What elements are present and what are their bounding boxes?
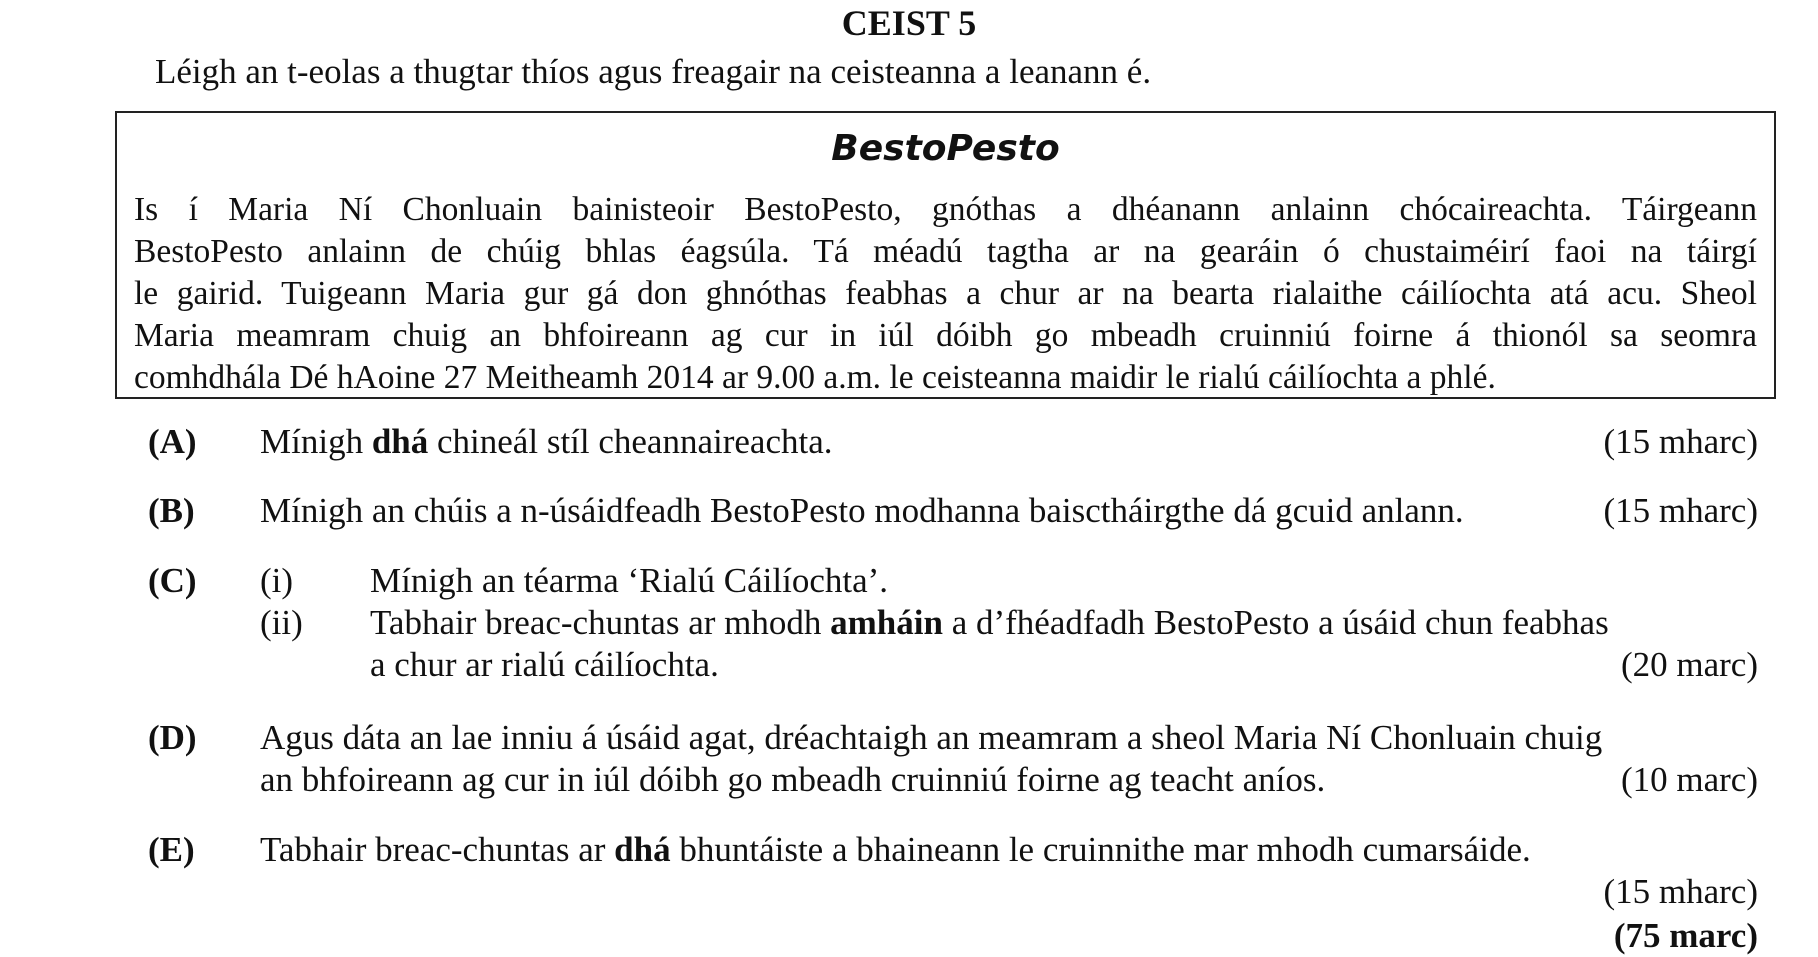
emphasis: amháin	[830, 603, 943, 642]
marks: (15 mharc)	[1603, 422, 1758, 461]
case-study-text	[134, 189, 1757, 399]
emphasis: dhá	[614, 830, 671, 869]
case-study-line: Maria meamram chuig an bhfoireann ag cur in iúl dóibh go mbeadh cruinniú foirne á thionól sa seomra	[134, 317, 1757, 354]
sub-question-text: a chur ar rialú cáilíochta.	[370, 645, 719, 684]
question-c	[148, 560, 1758, 690]
question-text: Agus dáta an lae inniu á úsáid agat, dréachtaigh an meamram a sheol Maria Ní Chonluain chuig	[260, 718, 1603, 757]
marks: (15 mharc)	[1603, 872, 1758, 911]
case-study-line: le gairid. Tuigeann Maria gur gá don ghnóthas feabhas a chur ar na bearta rialaithe cáilíochta atá acu. Sheol	[134, 275, 1757, 312]
question-d	[148, 717, 1758, 801]
question-label: (C)	[148, 561, 197, 600]
sub-question-number: (i)	[260, 561, 294, 600]
sub-question-text	[370, 602, 1609, 644]
text-part: chineál stíl cheannaireachta.	[428, 422, 833, 461]
case-study-line: Is í Maria Ní Chonluain bainisteoir BestoPesto, gnóthas a dhéanann anlainn chócaireachta. Táirgeann	[134, 191, 1757, 228]
marks: (10 marc)	[1620, 760, 1758, 799]
text-part: bhuntáiste a bhaineann le cruinnithe mar mhodh cumarsáide.	[670, 830, 1531, 869]
marks: (20 marc)	[1620, 645, 1758, 684]
question-label: (D)	[148, 718, 197, 757]
text-part: Tabhair breac-chuntas ar	[260, 830, 615, 869]
total-marks: (75 marc)	[1613, 916, 1758, 955]
question-text	[260, 829, 1531, 871]
question-label: (B)	[148, 491, 195, 530]
instructions: Léigh an t-eolas a thugtar thíos agus freagair na ceisteanna a leanann é.	[155, 52, 1152, 91]
case-study-box	[115, 111, 1776, 399]
sub-question-text: Mínigh an téarma ‘Rialú Cáilíochta’.	[370, 561, 889, 600]
marks: (15 mharc)	[1603, 491, 1758, 530]
question-text: an bhfoireann ag cur in iúl dóibh go mbeadh cruinniú foirne ag teacht aníos.	[260, 760, 1326, 799]
text-part: Tabhair breac-chuntas ar mhodh	[370, 603, 831, 642]
sub-question-number: (ii)	[260, 603, 303, 642]
case-study-line: comhdhála Dé hAoine 27 Meitheamh 2014 ar 9.00 a.m. le ceisteanna maidir le rialú cáilíochta a phlé.	[134, 359, 1496, 396]
text-part: Mínigh	[260, 422, 372, 461]
question-title: CEIST 5	[841, 3, 977, 43]
question-label: (E)	[148, 830, 195, 869]
case-study-title: BestoPesto	[831, 128, 1060, 169]
question-text: Mínigh an chúis a n-úsáidfeadh BestoPesto modhanna baisctháirgthe dá gcuid anlann.	[260, 491, 1464, 530]
case-study-line: BestoPesto anlainn de chúig bhlas éagsúla. Tá méadú tagtha ar na gearáin ó chustaiméirí faoi na táirgí	[134, 233, 1757, 270]
question-e	[148, 829, 1758, 913]
text-part: a d’fhéadfadh BestoPesto a úsáid chun feabhas	[942, 603, 1609, 642]
question-label: (A)	[148, 422, 197, 461]
question-text	[260, 421, 833, 463]
emphasis: dhá	[371, 422, 429, 461]
